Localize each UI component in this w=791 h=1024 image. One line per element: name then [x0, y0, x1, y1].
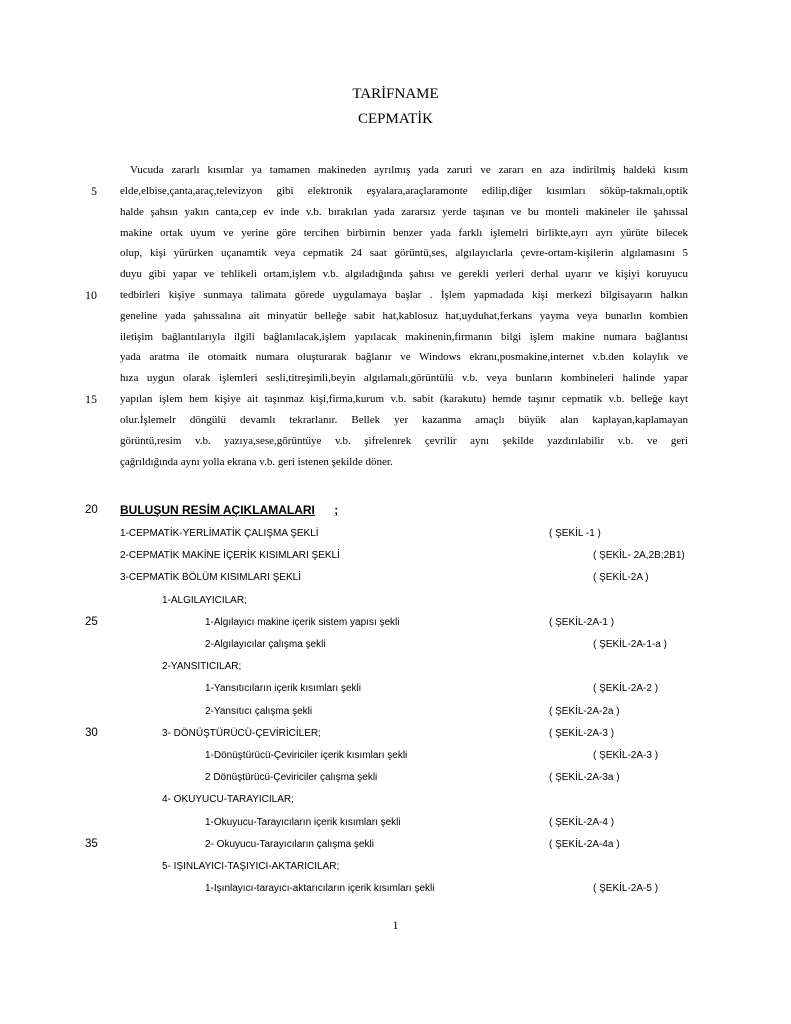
body-line: yapılan işlem hem kişiye ait taşınmaz kişi,firma,kurum v.b. sabit (karakutu) hemde taşınır cepmatik v.b. belleğe kayt [120, 393, 688, 405]
body-line: olup, kişi yürürken uçanamtik veya cepmatik 24 saat görüntü,ses, algılayıclarla çevre-ortam-kişilerin algılamasını 5 [120, 247, 688, 259]
body-line: geneline yada şahıssalına ait minyatür belleğe sabit hat,kablosuz hat,uyduhat,ferkans yayma veya bunarlın kombien [120, 310, 688, 322]
body-line: elde,elbise,çanta,araç,televizyon gibi elektronik eşyalara,araçlaramonte edilip,diğer kısımları söküp-takmalı,optik [120, 185, 688, 197]
figure-list-item: 2-Yansıtıcı çalışma şekli [205, 706, 313, 717]
figure-list-item: 2 Dönüştürücü-Çeviriciler çalışma şekli [205, 772, 378, 783]
figure-list-item: 2-YANSITICILAR; [162, 661, 242, 672]
figure-ref: ( ŞEKİL-2A-3 ) [593, 750, 659, 761]
body-line: çağrıldığında aynı yolla ekrana v.b. geri istenen şekilde döner. [120, 456, 393, 468]
figure-ref: ( ŞEKİL- 2A,2B;2B1) [593, 550, 685, 561]
figure-list-item: 1-ALGILAYICILAR; [162, 595, 247, 606]
line-number: 10 [85, 288, 97, 302]
body-line: tedbirleri kişiye sunmaya talimata görede uygulamaya başlar . İşlem yapmadada kişi merkezi bilgisayarın halkın [120, 289, 688, 301]
figure-ref: ( ŞEKİL-2A-5 ) [593, 883, 659, 894]
line-number: 15 [85, 392, 97, 406]
section-heading [120, 503, 338, 517]
line-number: 20 [85, 504, 98, 516]
document-title: TARİFNAME [352, 86, 439, 102]
figure-ref: ( ŞEKİL-2A-4 ) [549, 817, 615, 828]
body-line: duyu gibi yapar ve tehlikeli ortam,işlem v.b. algıladığında şahısı ve gerekli yerleri derhal uyarır ve kişiyi koruyucu [120, 268, 688, 280]
figure-ref: ( ŞEKİL-2A-4a ) [549, 839, 620, 850]
body-line: iletişim bağlantılarıyla ilgili bağlanılacak,işlem yapılacak makinenin,firmanın bilgi işlem makine numara bağlantısı [120, 331, 688, 343]
figure-ref: ( ŞEKİL-2A-3a ) [549, 772, 620, 783]
document-subtitle: CEPMATİK [357, 111, 433, 127]
figure-ref: ( ŞEKİL-2A-1 ) [549, 617, 615, 628]
figure-list-item: 3-CEPMATİK BÖLÜM KISIMLARI ŞEKLİ [120, 572, 301, 583]
section-heading-text: BULUŞUN RESİM AÇIKLAMALARI [120, 503, 315, 517]
figure-list-item: 1-Algılayıcı makine içerik sistem yapısı şekli [205, 617, 400, 628]
figure-list-item: 1-Okuyucu-Tarayıcıların içerik kısımları şekli [205, 817, 401, 828]
figure-ref: ( ŞEKİL-2A-2 ) [593, 683, 659, 694]
figure-list-item: 1-Işınlayıcı-tarayıcı-aktarıcıların içerik kısımları şekli [205, 883, 435, 894]
figure-ref: ( ŞEKİL-2A-1-a ) [593, 639, 667, 650]
section-heading-suffix: ; [334, 503, 339, 517]
figure-list-item: 1-Yansıtıcıların içerik kısımları şekli [205, 683, 361, 694]
figure-list-item: 4- OKUYUCU-TARAYICILAR; [162, 794, 294, 805]
body-line: makine ortak uyum ve yerine göre tercihen birbirnin benzer yada farklı işlemelri birlikte,ayrı ayrı yürüte bilecek [120, 227, 688, 239]
page-number: 1 [392, 918, 399, 932]
figure-ref: ( ŞEKİL-2A ) [593, 572, 649, 583]
line-number: 25 [85, 616, 98, 628]
body-line: Vucuda zararlı kısımlar ya tamamen makineden ayrılmış yada zaruri ve zararı en aza indirilmiş haldeki kısım [130, 164, 688, 176]
figure-list-item: 1-Dönüştürücü-Çeviriciler içerik kısımları şekli [205, 750, 408, 761]
figure-list-item: 3- DÖNÜŞTÜRÜCÜ-ÇEVİRİCİLER; [162, 728, 321, 739]
body-line: olur.İşlemelr döngülü devamlı tekrarlanır. Bellek yer kazanma amaçlı büyük alan kaplayan,kaplamayan [120, 414, 688, 426]
figure-ref: ( ŞEKİL -1 ) [549, 528, 601, 539]
figure-list-item: 2-Algılayıcılar çalışma şekli [205, 639, 326, 650]
figure-ref: ( ŞEKİL-2A-3 ) [549, 728, 615, 739]
line-number: 35 [85, 838, 98, 850]
figure-list-item: 1-CEPMATİK-YERLİMATİK ÇALIŞMA ŞEKLİ [120, 528, 319, 539]
body-line: görüntü,resim v.b. yazıya,sese,görüntüye v.b. şifrelenrek çevrilir aynı şekilde yazdırılabilir v.b. ve geri [120, 435, 688, 447]
body-line: yada aratma ile otomaitk numara oluşturarak bağlanır ve Windows ekranı,posmakine,internet v.b.den kolaylık ve [120, 351, 688, 363]
figure-ref: ( ŞEKİL-2A-2a ) [549, 706, 620, 717]
line-number: 30 [85, 727, 98, 739]
figure-list-item: 2- Okuyucu-Tarayıcıların çalışma şekli [205, 839, 374, 850]
body-line: halde şahsın yakın canta,cep ev inde v.b. bırakılan yada zararsız yerde taşınan ve bu monteli makineler ile şahıssal [120, 206, 688, 218]
line-number: 5 [91, 184, 97, 198]
figure-list-item: 5- IŞINLAYICI-TAŞIYICI-AKTARICILAR; [162, 861, 340, 872]
body-line: hıza uygun olarak işlemleri sesli,titreşimli,beyin algılamalı,görüntülü v.b. veya bunların kombineleri halinde yapar [120, 372, 688, 384]
figure-list-item: 2-CEPMATİK MAKİNE İÇERİK KISIMLARI ŞEKLİ [120, 550, 340, 561]
